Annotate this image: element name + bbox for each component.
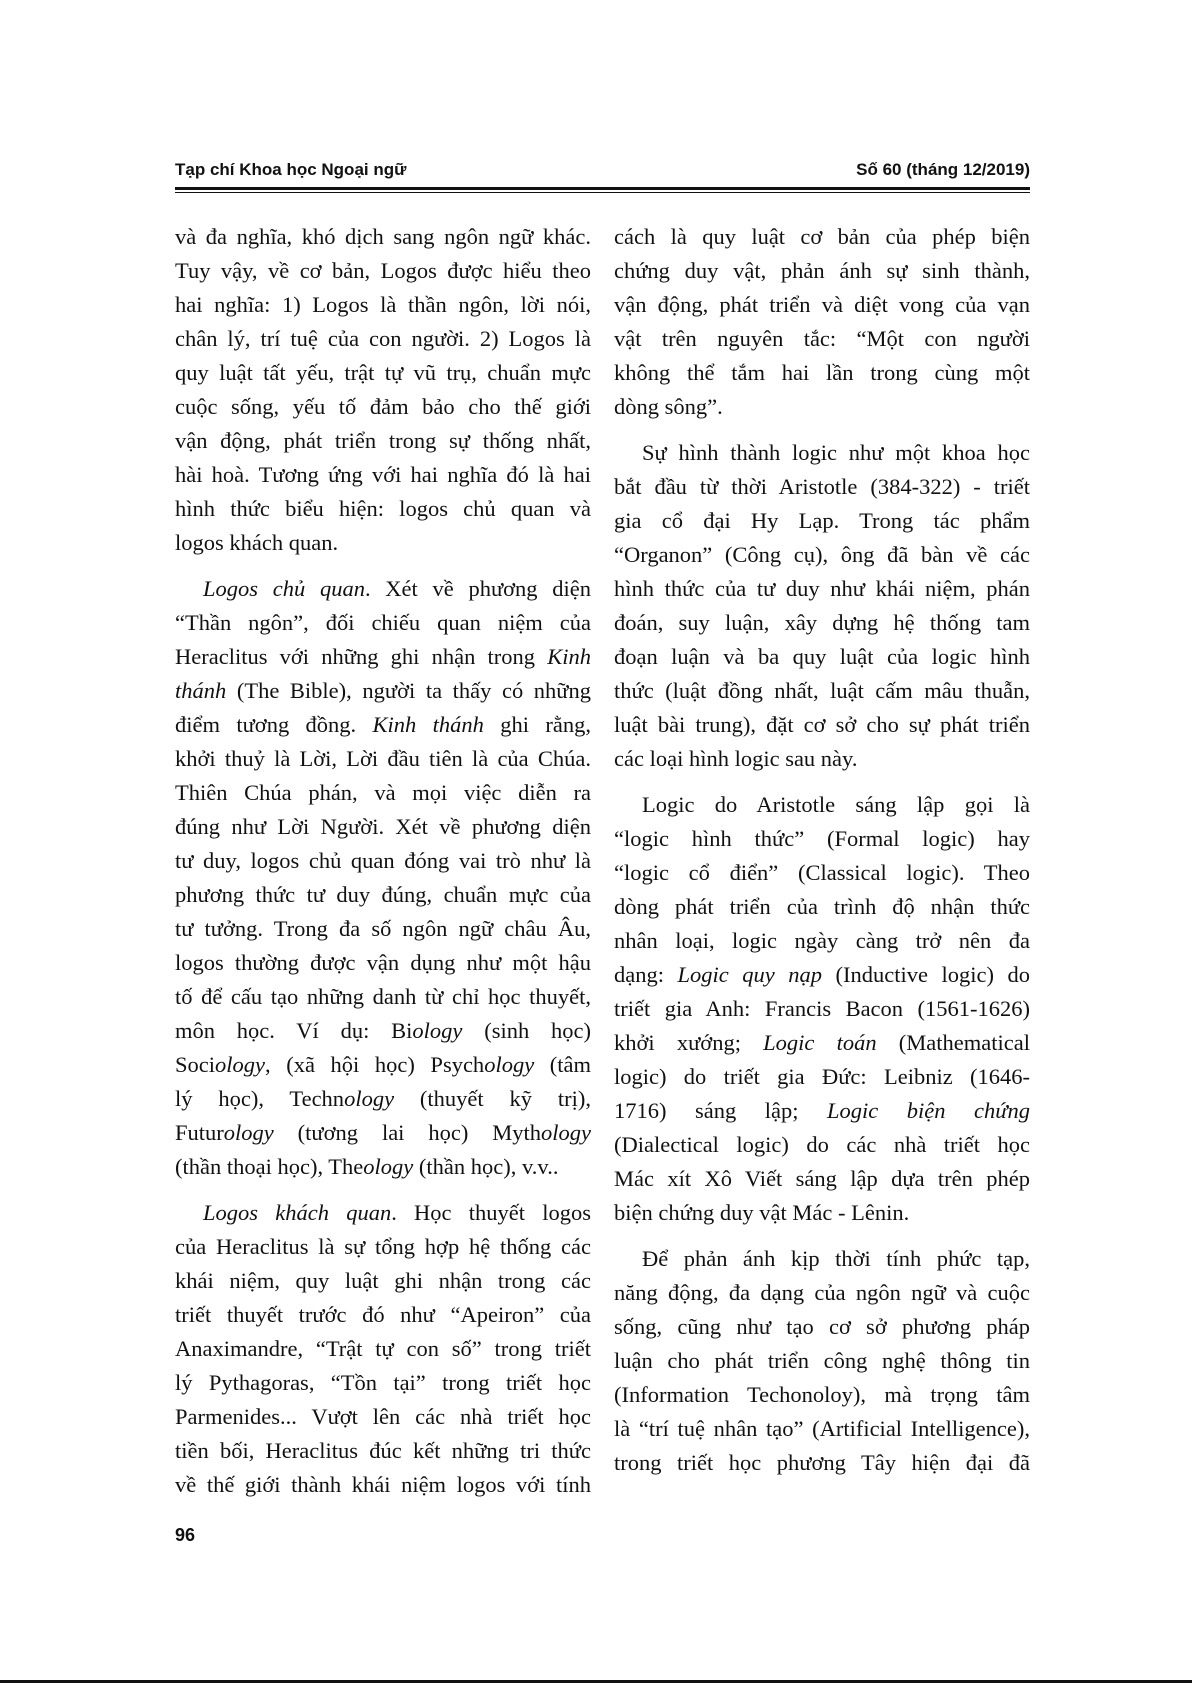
text-line: đoạn luận và ba quy luật của logic hình [614,644,1030,669]
text-line: nhân loại, logic ngày càng trở nên đa [614,928,1030,953]
text-line: là “trí tuệ nhân tạo” (Artificial Intelligence), [614,1416,1030,1441]
text-segment: . Học thuyết logos [391,1200,591,1225]
text-line: Parmenides... Vượt lên các nhà triết học [175,1404,591,1429]
text-line: Logic do Aristotle sáng lập gọi là [642,792,1030,817]
text-line: khái niệm, quy luật ghi nhận trong các [175,1268,591,1293]
text-segment: lý học), Techn [175,1086,345,1111]
text-line: quy luật tất yếu, trật tự vũ trụ, chuẩn mực [175,360,591,385]
text-line: đoán, suy luận, xây dựng hệ thống tam [614,610,1030,635]
right-column [614,220,1030,1492]
text-line: Thiên Chúa phán, và mọi việc diễn ra [175,780,591,805]
text-segment: dạng: [614,962,678,987]
text-line: và đa nghĩa, khó dịch sang ngôn ngữ khác. [175,224,591,249]
text-line: “Thần ngôn”, đối chiếu quan niệm của [175,610,591,635]
text-line: hai nghĩa: 1) Logos là thần ngôn, lời nói, [175,292,591,317]
text-line: tố để cấu tạo những danh từ chỉ học thuyết, [175,984,591,1009]
left-column [175,220,591,1514]
italic-term: Logos chủ quan [203,576,365,601]
text-line: chứng duy vật, phản ánh sự sinh thành, [614,258,1030,283]
italic-term: Kinh [547,644,591,669]
paragraph [614,220,1030,424]
italic-term: Logos khách quan [203,1200,392,1225]
text-line: (Information Techonoloy), mà trọng tâm [614,1382,1030,1407]
text-line: “logic hình thức” (Formal logic) hay [614,826,1030,851]
text-line: dòng phát triển của trình độ nhận thức [614,894,1030,919]
text-line: tiền bối, Heraclitus đúc kết những tri thức [175,1438,591,1463]
text-line: dòng sông”. [614,394,723,419]
paragraph [614,788,1030,1230]
paragraph [614,1242,1030,1480]
text-line: vận động, phát triển và diệt vong của vạn [614,292,1030,317]
italic-term: Logic biện chứng [826,1098,1030,1123]
text-line: cách là quy luật cơ bản của phép biện [614,224,1030,249]
text-segment: (Mathematical [876,1030,1030,1055]
paragraph [175,220,591,560]
text-segment: (thần học), v.v.. [413,1154,559,1179]
text-line: luận cho phát triển công nghệ thông tin [614,1348,1030,1373]
text-line: hình thức biểu hiện: logos chủ quan và [175,496,591,521]
text-line: của Heraclitus là sự tổng hợp hệ thống các [175,1234,591,1259]
paragraph [614,436,1030,776]
text-line: “Organon” (Công cụ), ông đã bàn về các [614,542,1030,567]
text-line: hài hoà. Tương ứng với hai nghĩa đó là hai [175,462,591,487]
page-number: 96 [175,1525,196,1545]
text-line: tư tưởng. Trong đa số ngôn ngữ châu Âu, [175,916,591,941]
text-segment: 1716) sáng lập; [614,1098,827,1123]
text-segment: (thần thoại học), The [175,1154,364,1179]
paragraph [175,1196,591,1502]
italic-term: ology [215,1052,266,1077]
italic-term: thánh [175,678,227,703]
text-line: đúng như Lời Người. Xét về phương diện [175,814,591,839]
text-segment: (Inductive logic) do [822,962,1030,987]
italic-term: Logic quy nạp [677,962,823,987]
paragraph [175,572,591,1184]
text-line: các loại hình logic sau này. [614,746,858,771]
text-segment: (sinh học) [462,1018,592,1043]
text-segment: (The Bible), người ta thấy có những [226,678,591,703]
text-line: logic) do triết gia Đức: Leibniz (1646- [614,1064,1030,1089]
text-line: cuộc sống, yếu tố đảm bảo cho thế giới [175,394,591,419]
text-segment: , (xã hội học) Psych [265,1052,485,1077]
page-bottom-edge [0,1680,1192,1683]
text-line [175,1116,591,1150]
header-rule [175,187,1030,190]
text-line [175,1082,591,1116]
text-segment: (thuyết kỹ trị), [394,1086,591,1111]
text-line [175,674,591,708]
text-line [175,640,591,674]
italic-term: Logic toán [763,1030,877,1055]
text-line: triết gia Anh: Francis Bacon (1561-1626) [614,996,1030,1021]
text-line: Tuy vậy, về cơ bản, Logos được hiểu theo [175,258,591,283]
text-line [614,1094,1030,1128]
text-line: vận động, phát triển trong sự thống nhất, [175,428,591,453]
text-line: về thế giới thành khái niệm logos với tính [175,1472,591,1497]
text-line [175,1150,591,1184]
text-segment: ghi rằng, [483,712,591,737]
text-segment: (tương lai học) Myth [273,1120,541,1145]
text-line: triết thuyết trước đó như “Apeiron” của [175,1302,591,1327]
text-line: gia cổ đại Hy Lạp. Trong tác phẩm [614,508,1030,533]
text-line: logos thường được vận dụng như một hậu [175,950,591,975]
text-segment: môn học. Ví dụ: Bi [175,1018,413,1043]
text-line: chân lý, trí tuệ của con người. 2) Logos là [175,326,591,351]
text-line: không thể tắm hai lần trong cùng một [614,360,1030,385]
text-line: Anaximandre, “Trật tự con số” trong triết [175,1336,591,1361]
text-segment: khởi xướng; [614,1030,764,1055]
text-line [175,708,591,742]
text-line: lý Pythagoras, “Tồn tại” trong triết học [175,1370,591,1395]
text-line: năng động, đa dạng của ngôn ngữ và cuộc [614,1280,1030,1305]
text-line [175,572,591,606]
text-line: Mác xít Xô Viết sáng lập dựa trên phép [614,1166,1030,1191]
text-line [614,1026,1030,1060]
text-line: Để phản ánh kịp thời tính phức tạp, [642,1246,1030,1271]
italic-term: ology [344,1086,395,1111]
italic-term: ology [223,1120,274,1145]
italic-term: ology [484,1052,535,1077]
journal-title: Tạp chí Khoa học Ngoại ngữ [175,160,407,179]
text-line: luật bài trung), đặt cơ sở cho sự phát triển [614,712,1030,737]
text-segment: Heraclitus với những ghi nhận trong [175,644,548,669]
text-line [614,958,1030,992]
text-line: tư duy, logos chủ quan đóng vai trò như là [175,848,591,873]
text-line: khởi thuỷ là Lời, Lời đầu tiên là của Chúa. [175,746,591,771]
text-line: bắt đầu từ thời Aristotle (384-322) - triết [614,474,1030,499]
text-line [175,1048,591,1082]
italic-term: ology [363,1154,414,1179]
text-segment: (tâm [534,1052,592,1077]
italic-term: ology [541,1120,591,1145]
text-line: (Dialectical logic) do các nhà triết học [614,1132,1030,1157]
text-line: biện chứng duy vật Mác - Lênin. [614,1200,910,1225]
issue-label: Số 60 (tháng 12/2019) [856,160,1030,179]
text-line [175,1196,591,1230]
text-line: “logic cổ điển” (Classical logic). Theo [614,860,1030,885]
text-segment: Futur [175,1120,224,1145]
text-line: trong triết học phương Tây hiện đại đã [614,1450,1030,1475]
text-segment: Soci [175,1052,216,1077]
text-line: sống, cũng như tạo cơ sở phương pháp [614,1314,1030,1339]
header-rule-thin [175,192,1030,193]
text-line: thức (luật đồng nhất, luật cấm mâu thuẫn, [614,678,1030,703]
text-line: logos khách quan. [175,530,339,555]
text-line: Sự hình thành logic như một khoa học [642,440,1030,465]
text-segment: . Xét về phương diện [364,576,591,601]
italic-term: ology [412,1018,463,1043]
italic-term: Kinh thánh [372,712,484,737]
text-line: phương thức tư duy đúng, chuẩn mực của [175,882,591,907]
text-line [175,1014,591,1048]
text-line: vật trên nguyên tắc: “Một con người [614,326,1030,351]
text-segment: điểm tương đồng. [175,712,373,737]
text-line: hình thức của tư duy như khái niệm, phán [614,576,1030,601]
